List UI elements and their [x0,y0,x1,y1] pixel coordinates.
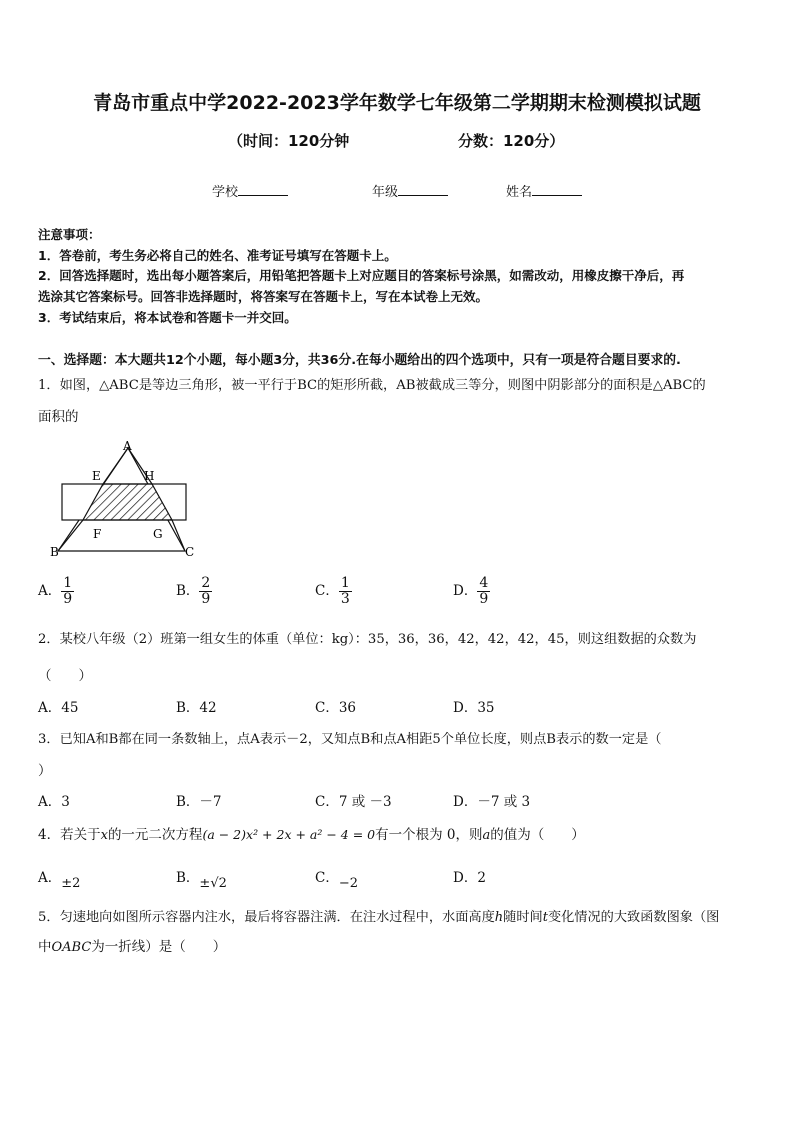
q4-line1: 4．若关于x的一元二次方程(a − 2)x² + 2x + a² − 4 = 0有一个根为 0，则a的值为（ ） [38,827,585,843]
q1-line1: 1．如图，△ABC是等边三角形，被一平行于BC的矩形所截，AB被截成三等分，则图中阴影部分的面积是△ABC的 [38,378,706,393]
name-label: 姓名 [506,185,533,200]
q2-option-c[interactable]: C．36 [315,700,357,716]
q4-option-c[interactable]: C．−2 [315,870,359,891]
label-a: A [123,439,132,453]
name-field[interactable] [506,181,582,200]
notice-heading: 注意事项： [38,227,101,242]
q5-line1: 5．匀速地向如图所示容器内注水，最后将容器注满．在注水过程中，水面高度h随时间t变化情况的大致函数图象（图 [38,910,720,925]
grade-label: 年级 [372,185,399,200]
q1-option-a[interactable]: A． $\frac{1}{9}$ [38,575,73,607]
q4-option-b[interactable]: B．±√2 [176,870,227,891]
q1-option-b[interactable]: B． $\frac{2}{9}$ [176,575,211,607]
q3-line1: 3．已知A和B都在同一条数轴上，点A表示－2，又知点B和点A相距5个单位长度，则点B表示的数一定是（ [38,732,662,747]
q4-equation: (a − 2)x² + 2x + a² − 4 = 0 [202,827,376,842]
q3-option-d[interactable]: D．－7 或 3 [453,794,531,810]
q2-option-b[interactable]: B．42 [176,700,217,716]
q4-option-d[interactable]: D．2 [453,870,486,886]
school-label: 学校 [212,185,239,200]
q3-option-c[interactable]: C．7 或 －3 [315,794,392,810]
q2-option-a[interactable]: A．45 [38,700,79,716]
q2-option-d[interactable]: D．35 [453,700,495,716]
label-f: F [93,527,102,541]
section-heading: 一、选择题：本大题共12个小题，每小题3分，共36分.在每小题给出的四个选项中，只有一项是符合题目要求的. [38,353,681,368]
exam-time: （时间：120分钟 [228,132,350,150]
exam-score: 分数：120分） [458,132,565,150]
q5-line2: 中OABC为一折线）是（ ） [38,939,227,955]
q1-option-d[interactable]: D． $\frac{4}{9}$ [453,575,489,607]
q1-line2: 面积的 [38,409,79,425]
q3-line2: ） [38,763,52,779]
q1-option-c[interactable]: C． $\frac{1}{3}$ [315,575,350,607]
page-title: 青岛市重点中学2022-2023学年数学七年级第二学期期末检测模拟试题 [93,92,701,114]
notice-item-3: 3．考试结束后，将本试卷和答题卡一并交回。 [38,310,297,325]
q2-line2: （ ） [38,668,92,684]
grade-field[interactable] [372,181,448,200]
q1-triangle-figure [48,438,198,560]
school-field[interactable] [212,181,288,200]
q4-option-a[interactable]: A．±2 [38,870,81,891]
q3-option-b[interactable]: B．－7 [176,794,222,810]
label-g: G [153,527,163,541]
label-h: H [144,469,155,483]
label-b: B [50,545,59,559]
label-c: C [185,545,195,559]
notice-item-1: 1．答卷前，考生务必将自己的姓名、准考证号填写在答题卡上。 [38,248,397,263]
q3-option-a[interactable]: A．3 [38,794,70,810]
q2-line1: 2．某校八年级（2）班第一组女生的体重（单位：kg）：35，36，36，42，42，42，45，则这组数据的众数为 [38,632,697,647]
label-e: E [92,469,101,483]
notice-item-2b: 选涂其它答案标号。回答非选择题时，将答案写在答题卡上，写在本试卷上无效。 [38,289,489,304]
notice-item-2a: 2．回答选择题时，选出每小题答案后，用铅笔把答题卡上对应题目的答案标号涂黑，如需改动，用橡皮擦干净后，再 [38,268,685,283]
